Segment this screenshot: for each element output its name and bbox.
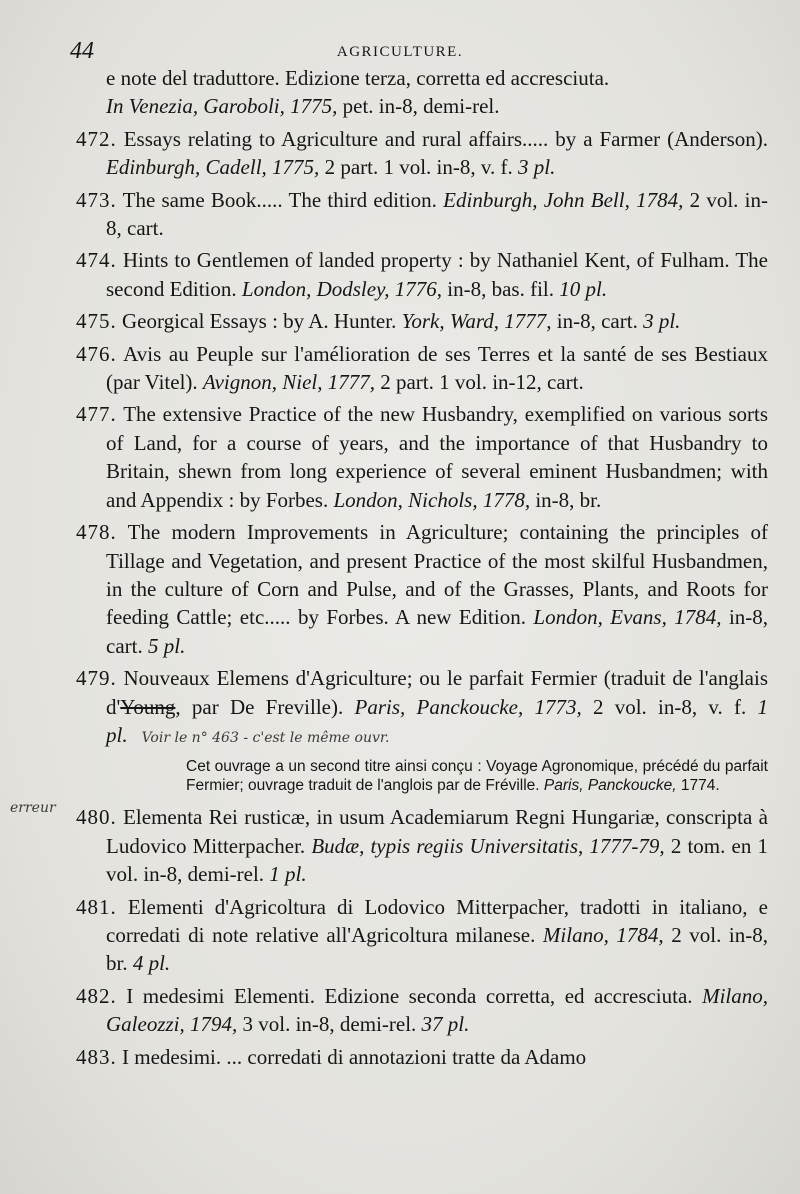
entry-text-segment: In Venezia, Garoboli, 1775, (106, 94, 338, 119)
entry-text-segment: in-8, cart. (551, 309, 644, 334)
entry-text-segment: 483. (76, 1044, 117, 1069)
entry-text-segment: 3 vol. in-8, demi-rel. (237, 1012, 422, 1037)
entry-text-segment: in-8, br. (530, 487, 602, 512)
entry-text-segment: 2 vol. in-8, v. f. (581, 694, 758, 719)
catalog-entry-479 (76, 664, 768, 752)
entry-text-segment: The same Book..... The third edition. (116, 187, 444, 212)
entry-text-segment: 479. (76, 666, 117, 691)
entry-text-segment: 477. (76, 402, 117, 427)
entry-text-segment: , par De Freville). (175, 694, 355, 719)
entry-text-segment: Avis au Peuple sur l'amélioration de ses Terres et la santé de ses Bestiaux (par Vitel). (106, 341, 768, 395)
entry-text-segment: 4 pl. (132, 951, 171, 976)
catalog-entry-473 (76, 186, 768, 243)
page-number: 44 (70, 38, 94, 64)
entry-text-segment: I medesimi. ... corredati di annotazioni tratte da Adamo (116, 1044, 587, 1069)
entry-text-segment: Hints to Gentlemen of landed property : by Nathaniel Kent, of Fulham. The second Edition. (106, 248, 768, 301)
entry-text-segment: 1 pl. (269, 862, 307, 887)
entry-479-note (76, 758, 768, 795)
entry-text-segment: 481. (76, 894, 117, 919)
entry-text-segment: 2 vol. in-8, cart. (106, 187, 768, 241)
entry-text-segment: 478. (76, 520, 117, 545)
entry-text-segment: 2 part. 1 vol. in-12, cart. (374, 370, 584, 395)
entry-text-segment: I medesimi Elementi. Edizione seconda corretta, ed accresciuta. (116, 983, 703, 1008)
entry-text-segment: 472. (76, 126, 117, 151)
catalog-entry-474 (76, 246, 768, 303)
entry-text-segment: pet. in-8, demi-rel. (337, 94, 500, 119)
entry-text-segment: in-8, cart. (106, 605, 769, 658)
catalog-entry-483 (76, 1043, 768, 1071)
entry-text-segment: 37 pl. (421, 1012, 470, 1037)
entry-text-segment: 474. (76, 248, 117, 273)
entry-text-segment: Edinburgh, Cadell, 1775, (106, 155, 320, 180)
catalog-entry-472 (76, 125, 768, 182)
entry-text-segment: 3 pl. (643, 309, 681, 334)
catalog-entry-480 (76, 803, 768, 888)
entry-text-segment: Cet ouvrage a un second titre ainsi conçu : Voyage Agronomique, précédé du parfait Fermier; ouvrage traduit de l'anglois par de Fréville. (186, 758, 768, 794)
inline-handwritten-note: Voir le n° 463 - c'est le même ouvr. (141, 729, 390, 746)
entry-text-segment: 476. (76, 341, 117, 366)
catalog-entry-475 (76, 307, 768, 335)
entry-text-segment: Edinburgh, John Bell, 1784, (443, 187, 684, 212)
entry-text-segment: 482. (76, 983, 117, 1008)
entry-text-segment: Essays relating to Agriculture and rural affairs..... by a Farmer (Anderson). (116, 126, 768, 151)
catalog-entry-476 (76, 340, 768, 397)
catalog-entry-482 (76, 982, 768, 1039)
page-header (0, 38, 800, 66)
entry-text-segment: Elementi d'Agricoltura di Lodovico Mitterpacher, tradotti in italiano, e corredati di note relative all'Agricoltura milanese. (106, 894, 768, 947)
entry-text-segment: 2 part. 1 vol. in-8, v. f. (319, 155, 519, 180)
entry-continuation (76, 64, 768, 121)
entry-text-segment: Nouveaux Elemens d'Agriculture; ou le parfait Fermier (traduit de l'anglais d' (106, 666, 768, 719)
entry-text-segment: The modern Improvements in Agriculture; containing the principles of Tillage and Vegetation, and present Practice of the most skilful Husbandmen, in the culture of Corn and Pulse, and of the Grasses, Plants, and Roots for feeding Cattle; etc..... by Forbes. A new Edition. (106, 520, 768, 630)
entry-text-segment: 10 pl. (559, 276, 608, 301)
entry-text-segment: London, Nichols, 1778, (333, 487, 531, 512)
entry-text-segment: 1774. (676, 776, 720, 794)
entry-text-segment: 480. (76, 805, 117, 830)
entry-text-segment: London, Dodsley, 1776, (241, 276, 442, 301)
entry-text-segment: 2 vol. in-8, br. (106, 922, 768, 976)
entry-text-segment: Georgical Essays : by A. Hunter. (116, 309, 402, 334)
entry-text-segment: 5 pl. (147, 633, 186, 658)
catalog-body (76, 64, 768, 1071)
entry-text-segment: e note del traduttore. Edizione terza, corretta ed accresciuta. (106, 66, 610, 90)
entry-text-segment: Budæ, typis regiis Universitatis, 1777-79, (311, 833, 665, 858)
entry-text-segment: Milano, Galeozzi, 1794, (106, 983, 768, 1037)
entry-text-segment: 1 pl. (106, 694, 768, 747)
entry-text-segment: Milano, 1784, (542, 922, 664, 947)
struck-word: Young (120, 694, 176, 719)
entry-text-segment: 475. (76, 309, 117, 334)
entry-text-segment: Avignon, Niel, 1777, (202, 370, 375, 395)
entry-text-segment: 473. (76, 187, 117, 212)
catalog-entry-478 (76, 518, 768, 660)
entry-text-segment: 3 pl. (518, 155, 556, 180)
entry-text-segment: 2 tom. en 1 vol. in-8, demi-rel. (106, 833, 768, 887)
entry-text-segment: in-8, bas. fil. (442, 276, 560, 301)
catalog-entry-477 (76, 400, 768, 514)
entry-text-segment: The extensive Practice of the new Husbandry, exemplified on various sorts of Land, for a course of years, and the importance of that Husbandry to Britain, shewn from long experience of several eminent Husbandmen; with and Appendix : by Forbes. (106, 402, 768, 512)
entry-text-segment: Paris, Panckoucke, 1773, (354, 694, 582, 719)
entry-text-segment: Paris, Panckoucke, (543, 776, 677, 794)
catalog-entry-481 (76, 893, 768, 978)
entry-text-segment: York, Ward, 1777, (401, 309, 552, 334)
running-title: AGRICULTURE. (336, 44, 464, 60)
entry-text-segment: Elementa Rei rusticæ, in usum Academiarum Regni Hungariæ, conscripta à Ludovico Mitterpacher. (106, 805, 768, 858)
entry-text-segment: London, Evans, 1784, (533, 605, 722, 630)
margin-handwritten-note: erreur (10, 800, 56, 816)
